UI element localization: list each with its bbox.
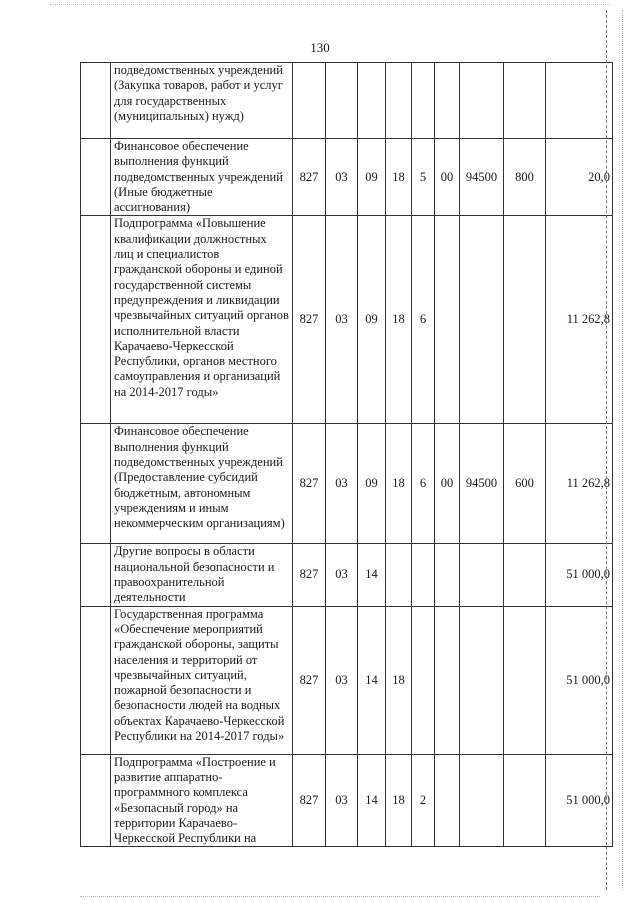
direction-cell bbox=[460, 754, 504, 847]
main-event-cell bbox=[435, 754, 460, 847]
amount-cell: 11 262,8 bbox=[546, 216, 613, 424]
table-row bbox=[81, 63, 613, 139]
expense-type-cell: 600 bbox=[504, 424, 546, 544]
description-cell: Другие вопросы в области национальной безопасности и правоохранительной деятельности bbox=[111, 544, 293, 606]
table-row bbox=[81, 544, 613, 606]
section-cell: 03 bbox=[326, 216, 358, 424]
row-number-cell bbox=[81, 754, 111, 847]
amount-cell: 51 000,0 bbox=[546, 754, 613, 847]
direction-cell: 94500 bbox=[460, 139, 504, 216]
section-cell: 03 bbox=[326, 754, 358, 847]
ministry-cell: 827 bbox=[293, 544, 326, 606]
description-cell: Подпрограмма «Повышение квалификации должностных лиц и специалистов гражданской обороны и единой государственной системы предупреждения и ликвидации чрезвычайных ситуаций органов исполнительной власти Карачаево-Черкесской Республики, органов местного самоуправления и организаций на 2014-2017 годы» bbox=[111, 216, 293, 424]
expense-type-cell bbox=[504, 606, 546, 754]
amount-cell: 51 000,0 bbox=[546, 606, 613, 754]
scan-margin-line-outer bbox=[622, 10, 623, 890]
ministry-cell: 827 bbox=[293, 754, 326, 847]
expense-type-cell: 800 bbox=[504, 139, 546, 216]
expense-type-cell bbox=[504, 544, 546, 606]
main-event-cell: 00 bbox=[435, 424, 460, 544]
section-cell: 03 bbox=[326, 544, 358, 606]
section-cell bbox=[326, 63, 358, 139]
section-cell: 03 bbox=[326, 139, 358, 216]
amount-cell bbox=[546, 63, 613, 139]
subprogram-cell: 5 bbox=[412, 139, 435, 216]
subprogram-cell: 6 bbox=[412, 216, 435, 424]
table-row bbox=[81, 139, 613, 216]
ministry-cell: 827 bbox=[293, 139, 326, 216]
subsection-cell: 14 bbox=[358, 606, 386, 754]
program-cell: 18 bbox=[386, 216, 412, 424]
main-event-cell bbox=[435, 606, 460, 754]
subsection-cell: 09 bbox=[358, 424, 386, 544]
row-number-cell bbox=[81, 216, 111, 424]
table-row bbox=[81, 754, 613, 847]
subprogram-cell: 2 bbox=[412, 754, 435, 847]
amount-cell: 11 262,8 bbox=[546, 424, 613, 544]
subprogram-cell bbox=[412, 63, 435, 139]
description-cell: Финансовое обеспечение выполнения функций подведомственных учреждений (Предоставление субсидий бюджетным, автономным учреждениям и иным некоммерческим организациям) bbox=[111, 424, 293, 544]
program-cell: 18 bbox=[386, 424, 412, 544]
subsection-cell: 09 bbox=[358, 139, 386, 216]
direction-cell bbox=[460, 606, 504, 754]
subprogram-cell bbox=[412, 606, 435, 754]
budget-table bbox=[80, 62, 613, 847]
row-number-cell bbox=[81, 139, 111, 216]
section-cell: 03 bbox=[326, 424, 358, 544]
main-event-cell bbox=[435, 63, 460, 139]
expense-type-cell bbox=[504, 754, 546, 847]
ministry-cell: 827 bbox=[293, 606, 326, 754]
direction-cell bbox=[460, 544, 504, 606]
subsection-cell: 14 bbox=[358, 754, 386, 847]
program-cell: 18 bbox=[386, 754, 412, 847]
direction-cell bbox=[460, 216, 504, 424]
expense-type-cell bbox=[504, 216, 546, 424]
row-number-cell bbox=[81, 544, 111, 606]
program-cell: 18 bbox=[386, 139, 412, 216]
row-number-cell bbox=[81, 606, 111, 754]
subsection-cell: 14 bbox=[358, 544, 386, 606]
description-cell: Финансовое обеспечение выполнения функций подведомственных учреждений (Иные бюджетные ассигнования) bbox=[111, 139, 293, 216]
main-event-cell bbox=[435, 544, 460, 606]
description-cell: Государственная программа «Обеспечение мероприятий гражданской обороны, защиты населения и территорий от чрезвычайных ситуаций, пожарной безопасности и безопасности людей на водных объектах Карачаево-Черкесской Республики на 2014-2017 годы» bbox=[111, 606, 293, 754]
ministry-cell bbox=[293, 63, 326, 139]
program-cell: 18 bbox=[386, 606, 412, 754]
scan-edge-bottom bbox=[80, 896, 600, 897]
row-number-cell bbox=[81, 63, 111, 139]
subprogram-cell: 6 bbox=[412, 424, 435, 544]
main-event-cell: 00 bbox=[435, 139, 460, 216]
subprogram-cell bbox=[412, 544, 435, 606]
subsection-cell: 09 bbox=[358, 216, 386, 424]
program-cell bbox=[386, 63, 412, 139]
row-number-cell bbox=[81, 424, 111, 544]
ministry-cell: 827 bbox=[293, 216, 326, 424]
ministry-cell: 827 bbox=[293, 424, 326, 544]
section-cell: 03 bbox=[326, 606, 358, 754]
amount-cell: 20,0 bbox=[546, 139, 613, 216]
table-row bbox=[81, 216, 613, 424]
table-row bbox=[81, 424, 613, 544]
description-cell: подведомственных учреждений (Закупка товаров, работ и услуг для государственных (муниципальных) нужд) bbox=[111, 63, 293, 139]
program-cell bbox=[386, 544, 412, 606]
description-cell: Подпрограмма «Построение и развитие аппаратно-программного комплекса «Безопасный город» на территории Карачаево-Черкесской Республики на bbox=[111, 754, 293, 847]
expense-type-cell bbox=[504, 63, 546, 139]
scan-edge-top bbox=[50, 4, 610, 5]
direction-cell bbox=[460, 63, 504, 139]
page-number: 130 bbox=[310, 40, 330, 55]
table-row bbox=[81, 606, 613, 754]
direction-cell: 94500 bbox=[460, 424, 504, 544]
amount-cell: 51 000,0 bbox=[546, 544, 613, 606]
main-event-cell bbox=[435, 216, 460, 424]
scan-margin-line bbox=[606, 10, 607, 890]
subsection-cell bbox=[358, 63, 386, 139]
